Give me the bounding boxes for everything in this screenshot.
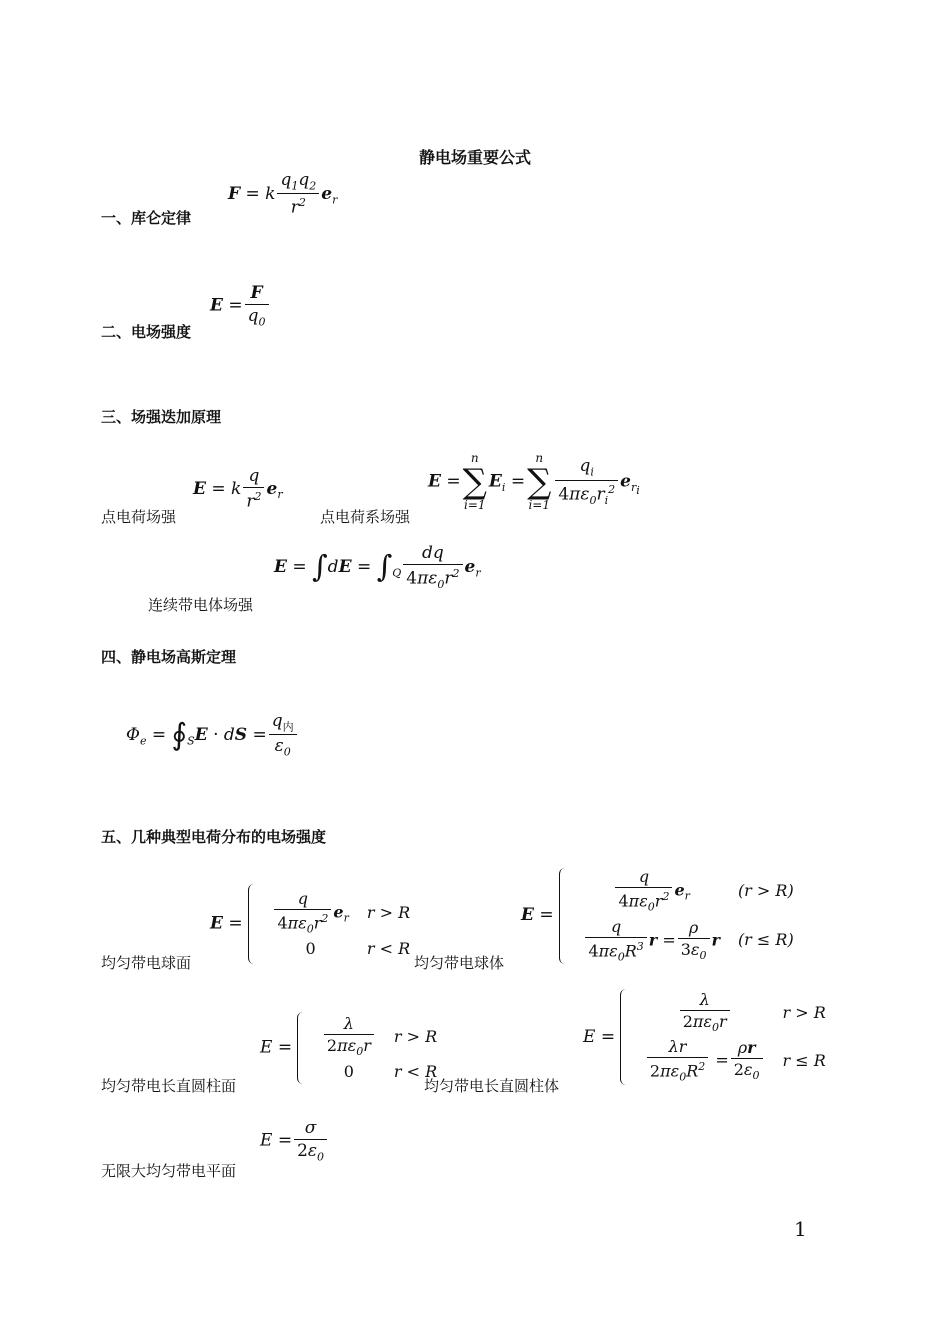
section-heading-2: 二、电场强度 [101, 323, 192, 341]
label-cyl-surface: 均匀带电长直圆柱面 [101, 1077, 237, 1095]
formula-field-definition: E = $\frac{F}{q_0}$ [210, 285, 271, 327]
cond-le: r ≤ R [782, 1050, 826, 1070]
page-number: 1 [794, 1217, 807, 1241]
label-plane: 无限大均匀带电平面 [101, 1162, 237, 1180]
formula-plane: E = $\frac{\sigma}{2\varepsilon_0}$ [260, 1120, 329, 1162]
cond-lt: r < R [366, 938, 411, 958]
label-sphere-surface: 均匀带电球面 [101, 954, 192, 972]
zero-value: 0 [343, 1061, 354, 1081]
cond-gt: r > R [782, 1002, 826, 1022]
zero-value: 0 [305, 938, 316, 958]
section-heading-4: 四、静电场高斯定理 [101, 648, 237, 666]
cond-gt: r > R [366, 902, 411, 922]
label-sphere-volume: 均匀带电球体 [414, 954, 505, 972]
section-heading-1: 一、库仑定律 [101, 209, 192, 227]
formula-sphere-volume: E = $\frac{q}{4\pi\varepsilon_0r^2}$ $e_r$ (r > R) $\frac{q}{4\pi\varepsilon_0R^3}$ r = $\frac{\rho}{3\varepsilon_0}$ r (r ≤ R) [521, 865, 804, 966]
formula-cyl-surface: E = $\frac{\lambda}{2\pi\varepsilon_0r}$ r > R 0 r < R [260, 1012, 447, 1084]
label-cyl-volume: 均匀带电长直圆柱体 [424, 1077, 560, 1095]
formula-gauss: $\Phi_e$ = $∮_SE$ · dS = $\frac{q_内}{\varepsilon_0}$ [126, 713, 299, 758]
section-heading-5: 五、几种典型电荷分布的电场强度 [101, 828, 327, 846]
cond-gt-paren: (r > R) [737, 880, 794, 900]
label-point-charge: 点电荷场强 [101, 508, 177, 526]
cond-gt: r > R [393, 1027, 438, 1046]
cond-le-paren: (r ≤ R) [737, 930, 794, 950]
formula-sphere-surface: E = $\frac{q}{4\pi\varepsilon_0r^2}$ $e_r$ r > R 0 r < R [210, 884, 420, 964]
label-point-system: 点电荷系场强 [320, 508, 411, 526]
formula-point-charge: E = k $\frac{q}{r^2}$ $e_r$ [193, 466, 283, 512]
section-heading-3: 三、场强迭加原理 [101, 408, 222, 426]
formula-cyl-volume: E = $\frac{\lambda}{2\pi\varepsilon_0r}$ r > R $\frac{\lambda r}{2\pi\varepsilon_0R^2}$ = $\frac{\rho r}{2\varepsilon_0}$ r ≤ R [583, 988, 836, 1087]
page-title: 静电场重要公式 [418, 148, 531, 167]
formula-coulomb: F = k $\frac{q_1q_2}{r^2}$ $e_r$ [228, 170, 338, 219]
cond-lt: r < R [393, 1061, 438, 1081]
label-continuous: 连续带电体场强 [148, 596, 254, 614]
formula-point-system: E =n ∑ $i=1E_i =n$ ∑ i=1 $\frac{q_i}{4\pi\varepsilon_0r_i^2}$ $e_{r_i}$ [428, 451, 640, 513]
formula-continuous: $E = \int dE = \int_Q$ $\frac{dq}{4\pi\varepsilon_0r^2}$ $e_r$ [274, 543, 481, 592]
